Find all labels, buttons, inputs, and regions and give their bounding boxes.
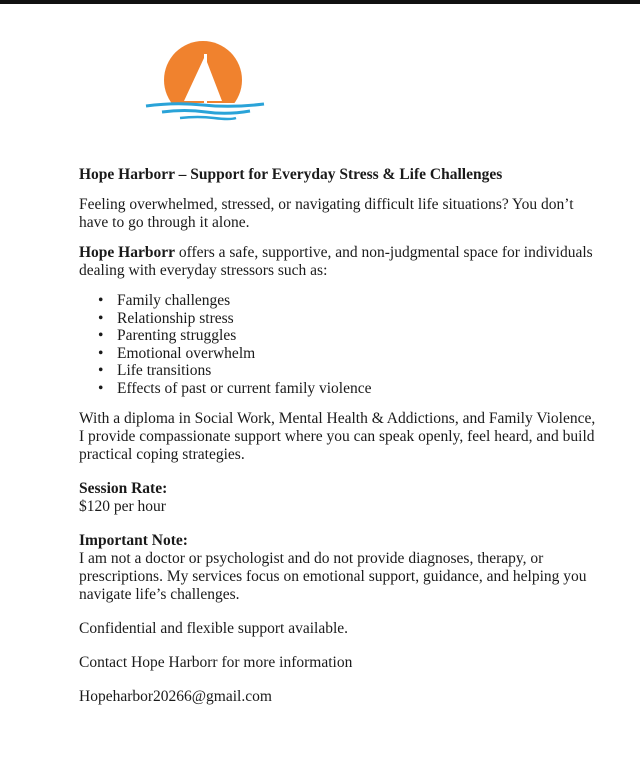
- session-rate-heading: Session Rate:: [79, 479, 168, 497]
- email-address: Hopeharbor20266@gmail.com: [79, 687, 272, 705]
- list-item: • Family challenges: [117, 292, 599, 310]
- list-item: • Relationship stress: [117, 310, 599, 328]
- offers-text: offers a safe, supportive, and non-judgmental space for individuals dealing with everyday stressors such as:: [79, 244, 593, 279]
- session-rate-section: [79, 480, 599, 516]
- offers-paragraph: [79, 244, 599, 280]
- important-note-text: I am not a doctor or psychologist and do not provide diagnoses, therapy, or prescriptions. My services focus on emotional support, guidance, and helping you navigate life’s challenges.: [79, 549, 587, 603]
- diploma-paragraph: With a diploma in Social Work, Mental Health & Addictions, and Family Violence, I provide compassionate support where you can speak openly, feel heard, and build practical coping strategies.: [79, 409, 596, 463]
- contact-text: Contact Hope Harborr for more information: [79, 653, 353, 671]
- list-item: • Emotional overwhelm: [117, 345, 599, 363]
- flyer-content: [79, 166, 599, 706]
- page-title: Hope Harborr – Support for Everyday Stress & Life Challenges: [79, 166, 503, 183]
- sailboat-sun-logo-icon: [140, 40, 270, 132]
- confidential-text: Confidential and flexible support available.: [79, 619, 349, 637]
- important-note-heading: Important Note:: [79, 531, 188, 549]
- top-border: [0, 0, 640, 4]
- list-item: • Life transitions: [117, 362, 599, 380]
- list-item: • Parenting struggles: [117, 327, 599, 345]
- session-rate-value: $120 per hour: [79, 497, 166, 515]
- important-note-section: [79, 532, 599, 604]
- stressors-list: [79, 292, 599, 398]
- list-item: • Effects of past or current family violence: [117, 380, 599, 398]
- business-name: Hope Harborr: [79, 244, 175, 261]
- intro-paragraph: Feeling overwhelmed, stressed, or navigating difficult life situations? You don’t have to go through it alone.: [79, 196, 574, 231]
